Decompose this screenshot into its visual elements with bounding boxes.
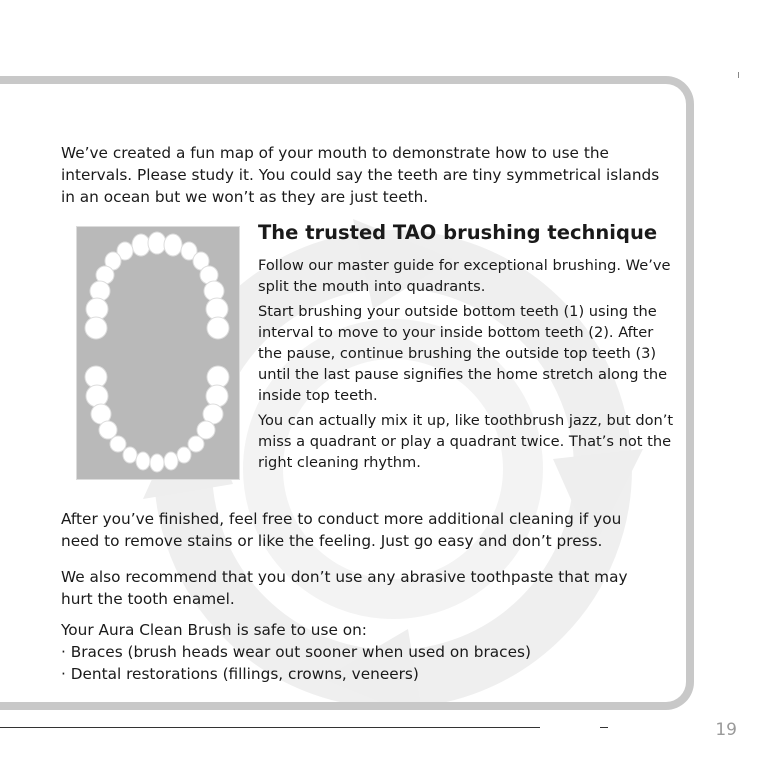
safe-use-item: · Braces (brush heads wear out sooner when used on braces)	[61, 643, 531, 661]
safe-use-section	[61, 619, 661, 685]
margin-tick	[738, 72, 739, 78]
footer-rule	[0, 727, 540, 728]
section-heading: The trusted TAO brushing technique	[258, 221, 658, 244]
page-number: 19	[715, 720, 737, 740]
teeth-map-icon	[77, 227, 239, 479]
technique-paragraph: Follow our master guide for exceptional brushing. We’ve split the mouth into quadrants.	[258, 257, 671, 295]
safe-use-item: · Dental restorations (fillings, crowns, veneers)	[61, 665, 419, 683]
safe-use-title: Your Aura Clean Brush is safe to use on:	[61, 621, 367, 639]
teeth-illustration	[76, 226, 240, 480]
intro-paragraph: We’ve created a fun map of your mouth to demonstrate how to use the intervals. Please study it. You could say the teeth are tiny symmetrical islands in an ocean but we won’t as they are just teeth.	[61, 144, 660, 206]
footer-rule-mark	[600, 727, 608, 728]
after-paragraph: After you’ve finished, feel free to conduct more additional cleaning if you need to remove stains or like the feeling. Just go easy and don’t press.	[61, 510, 622, 550]
technique-paragraph: Start brushing your outside bottom teeth (1) using the interval to move to your inside bottom teeth (2). After the pause, continue brushing the outside top teeth (3) until the last pause signifies the home stretch along the inside top teeth.	[258, 303, 668, 404]
technique-section	[258, 221, 678, 477]
technique-paragraph: You can actually mix it up, like toothbrush jazz, but don’t miss a quadrant or play a quadrant twice. That’s not the right cleaning rhythm.	[258, 412, 674, 471]
content-frame	[0, 76, 694, 710]
recommend-paragraph: We also recommend that you don’t use any abrasive toothpaste that may hurt the tooth enamel.	[61, 568, 628, 608]
